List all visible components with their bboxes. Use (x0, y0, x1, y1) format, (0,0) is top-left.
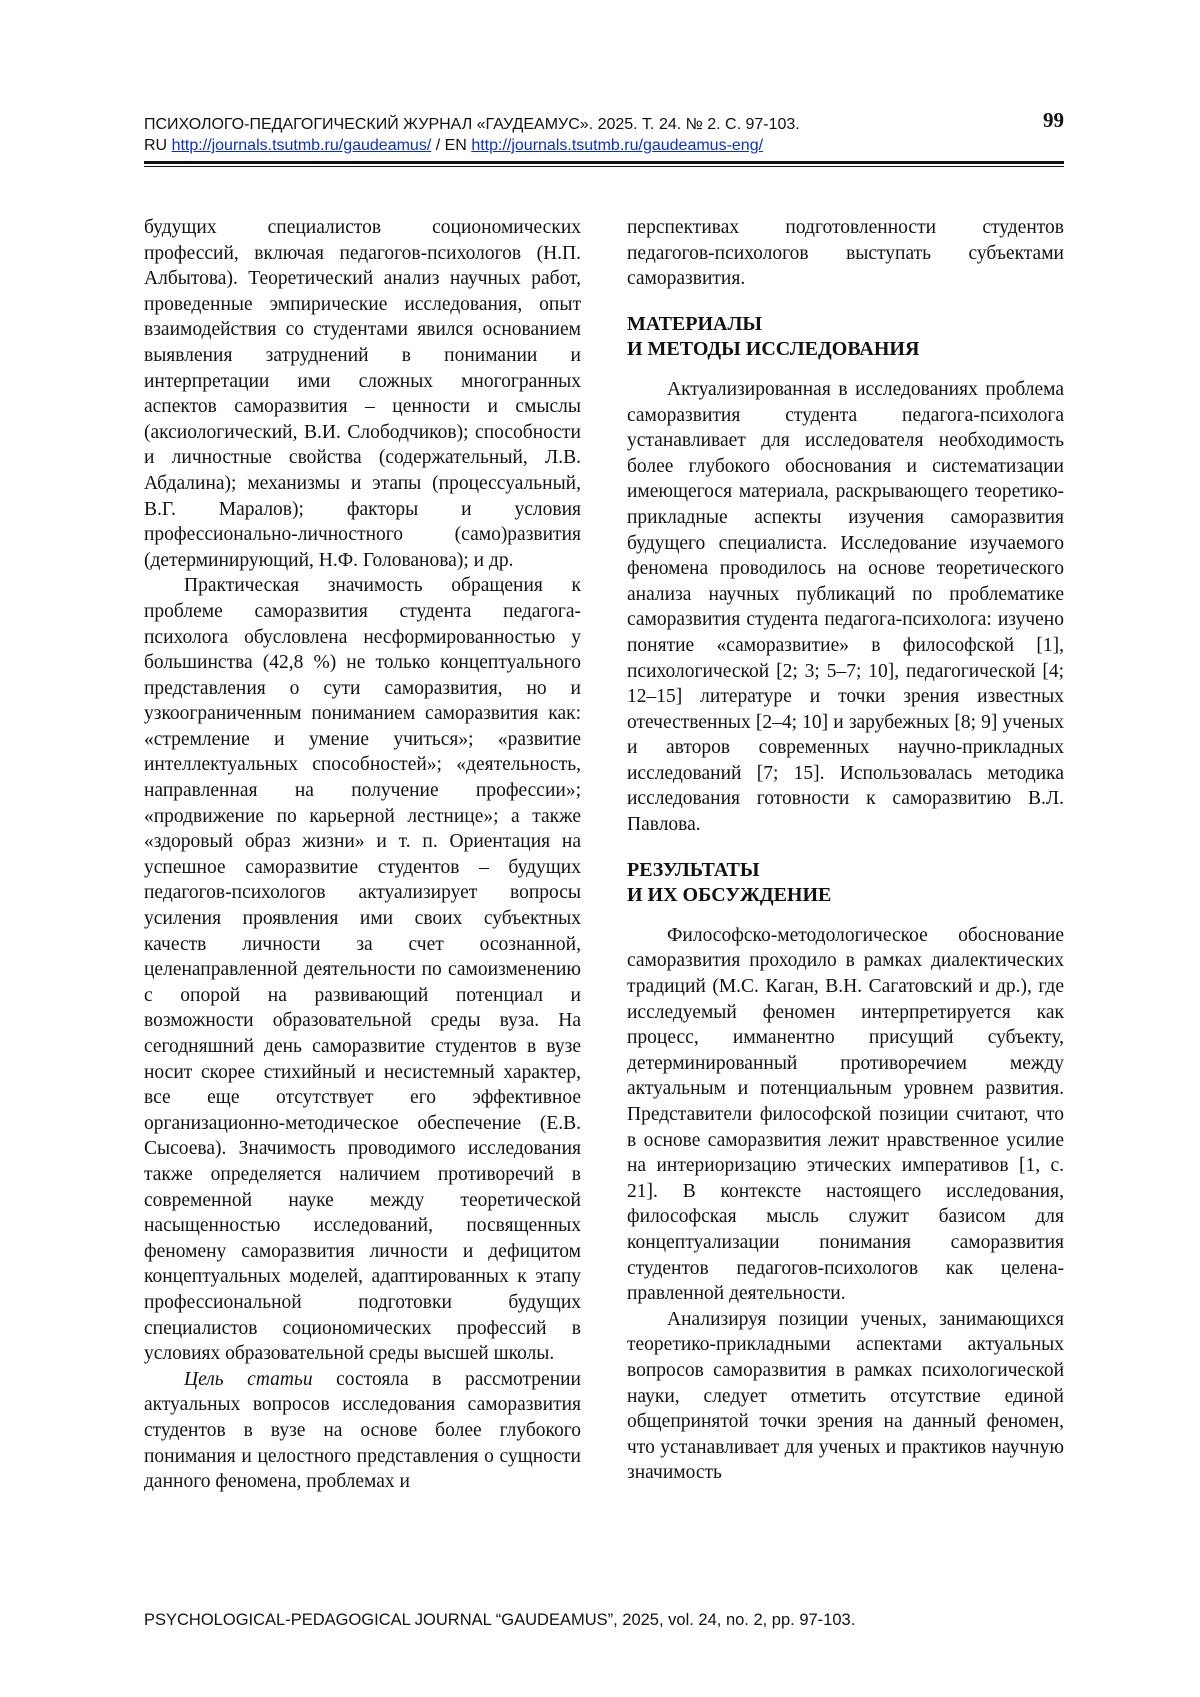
goal-text: состояла в рассмотрении актуальных вопросов исследования саморазвития студентов в вузе на основе более глубокого понимания и целостного представления о сущности данного феномена, проблемах и (144, 1368, 581, 1493)
en-journal-link[interactable]: http://journals.tsutmb.ru/gaudeamus-eng/ (471, 137, 764, 154)
header-rule-thin (144, 166, 1064, 167)
paragraph: будущих специалистов социономических профессий, включая педагогов-психологов (Н.П. Албытова). Теоретический анализ научных работ, проведенные эмпирические исследования, опыт взаимодействия со студентами явился основанием выявления затруднений в понимании и интерпретации ими сложных многогранных аспектов саморазвития – ценности и смыслы (аксиологический, В.И. Слободчиков); способности и личностные свойства (содержательный, Л.В. Абдалина); механизмы и этапы (процессуальный, В.Г. Маралов); факторы и условия профессионально-личностного (само)развития (детерминирующий, Н.Ф. Голованова); и др. (144, 217, 581, 571)
section-heading-methods (627, 312, 1064, 363)
paragraph: Актуализированная в исследованиях проблема саморазвития студента педагога-психолога устанавливает для исследователя необходимость более глубокого обоснования и систематизации имеющегося материала, раскрывающего теоретико-прикладные аспекты изучения саморазвития будущего специалиста. Исследование изучаемого феномена проводилось на основе теоретического анализа научных публикаций по проблематике саморазвития студента педагога-психолога: изучено понятие «саморазвитие» в философской [1], психологической [2; 3; 5–7; 10], педагогической [4; 12–15] литературе и точки зрения известных отечественных [2–4; 10] и зарубежных [8; 9] ученых и авторов современных научно-прикладных исследований [7; 15]. Использовалась методика исследования готовности к саморазвитию В.Л. Павлова. (627, 378, 1064, 836)
right-column (627, 215, 1064, 1486)
journal-citation: ПСИХОЛОГО-ПЕДАГОГИЧЕСКИЙ ЖУРНАЛ «ГАУДЕАМУС». 2025. Т. 24. № 2. С. 97-103. (144, 116, 800, 133)
header-rule-thick (144, 161, 1064, 164)
ru-label: RU (144, 137, 168, 154)
en-label: EN (444, 137, 467, 154)
paragraph-goal (144, 1367, 581, 1495)
link-separator: / (435, 137, 441, 154)
paragraph: Анализируя позиции ученых, занимающихся теоретико-прикладными аспектами актуальных вопросов саморазвития в рамках психологической науки, следует отметить отсутствие единой общепринятой точки зрения на данный феномен, что устанавливает для ученых и практиков научную значимость (627, 1308, 1064, 1484)
paragraph: Философско-методологическое обоснование саморазвития проходило в рамках диалектических традиций (М.С. Каган, В.Н. Сагатовский и др.), где исследуемый феномен интерпретируется как процесс, имманентно присущий субъекту, детерминированный противоречием между актуальным и потенциальным уровнем развития. Представители философской позиции считают, что в основе саморазвития лежит нравственное усилие на интериоризацию этических императивов [1, с. 21]. В контексте настоящего исследования, философская мысль служит базисом для концептуализации понимания саморазвития студентов педагогов-психологов как целенаправленной деятельности. (627, 924, 1064, 1305)
paragraph: перспективах подготовленности студентов педагогов-психологов выступать субъектами саморазвития. (627, 217, 1064, 290)
heading-line: МАТЕРИАЛЫ (627, 312, 762, 335)
ru-journal-link[interactable]: http://journals.tsutmb.ru/gaudeamus/ (171, 137, 432, 154)
section-heading-results (627, 858, 1064, 909)
heading-line: РЕЗУЛЬТАТЫ (627, 858, 760, 881)
page-number: 99 (1043, 108, 1064, 132)
goal-label: Цель статьи (184, 1368, 313, 1390)
paragraph: Практическая значимость обращения к проблеме саморазвития студента педагога-психолога обусловлена несформированностью у большинства (42,8 %) не только концептуального представления о сути саморазвития, но и узкоограниченным пониманием саморазвития как: «стремление и умение учиться»; «развитие интеллектуальных способностей»; «деятельность, направленная на получение профессии»; «продвижение по карьерной лестнице»; а также «здоровый образ жизни» и т. п. Ориентация на успешное саморазвитие студентов – будущих педагогов-психологов актуализирует вопросы усиления проявления ими своих субъектных качеств личности за счет осознанной, целенаправленной деятельности по самоизменению с опорой на развивающий потенциал и возможности образовательной среды вуза. На сегодняшний день саморазвитие студентов в вузе носит скорее стихийный и несистемный характер, все еще отсутствует его эффективное организационно-методическое обеспечение (Е.В. Сысоева). Значимость проводимого исследования также определяется наличием противоречий в современной науке между теоретической насыщенностью исследований, посвященных феномену саморазвития личности и дефицитом концептуальных моделей, адаптированных к этапу профессиональной подготовки будущих специалистов социономических профессий в условиях образовательной среды высшей школы. (144, 575, 581, 1365)
heading-line: И ИХ ОБСУЖДЕНИЕ (627, 884, 832, 907)
heading-line: И МЕТОДЫ ИССЛЕДОВАНИЯ (627, 338, 920, 361)
running-header (144, 108, 1064, 156)
running-footer: PSYCHOLOGICAL-PEDAGOGICAL JOURNAL “GAUDEAMUS”, 2025, vol. 24, no. 2, pp. 97-103. (144, 1611, 856, 1629)
journal-links (144, 135, 1064, 156)
left-column (144, 215, 581, 1495)
